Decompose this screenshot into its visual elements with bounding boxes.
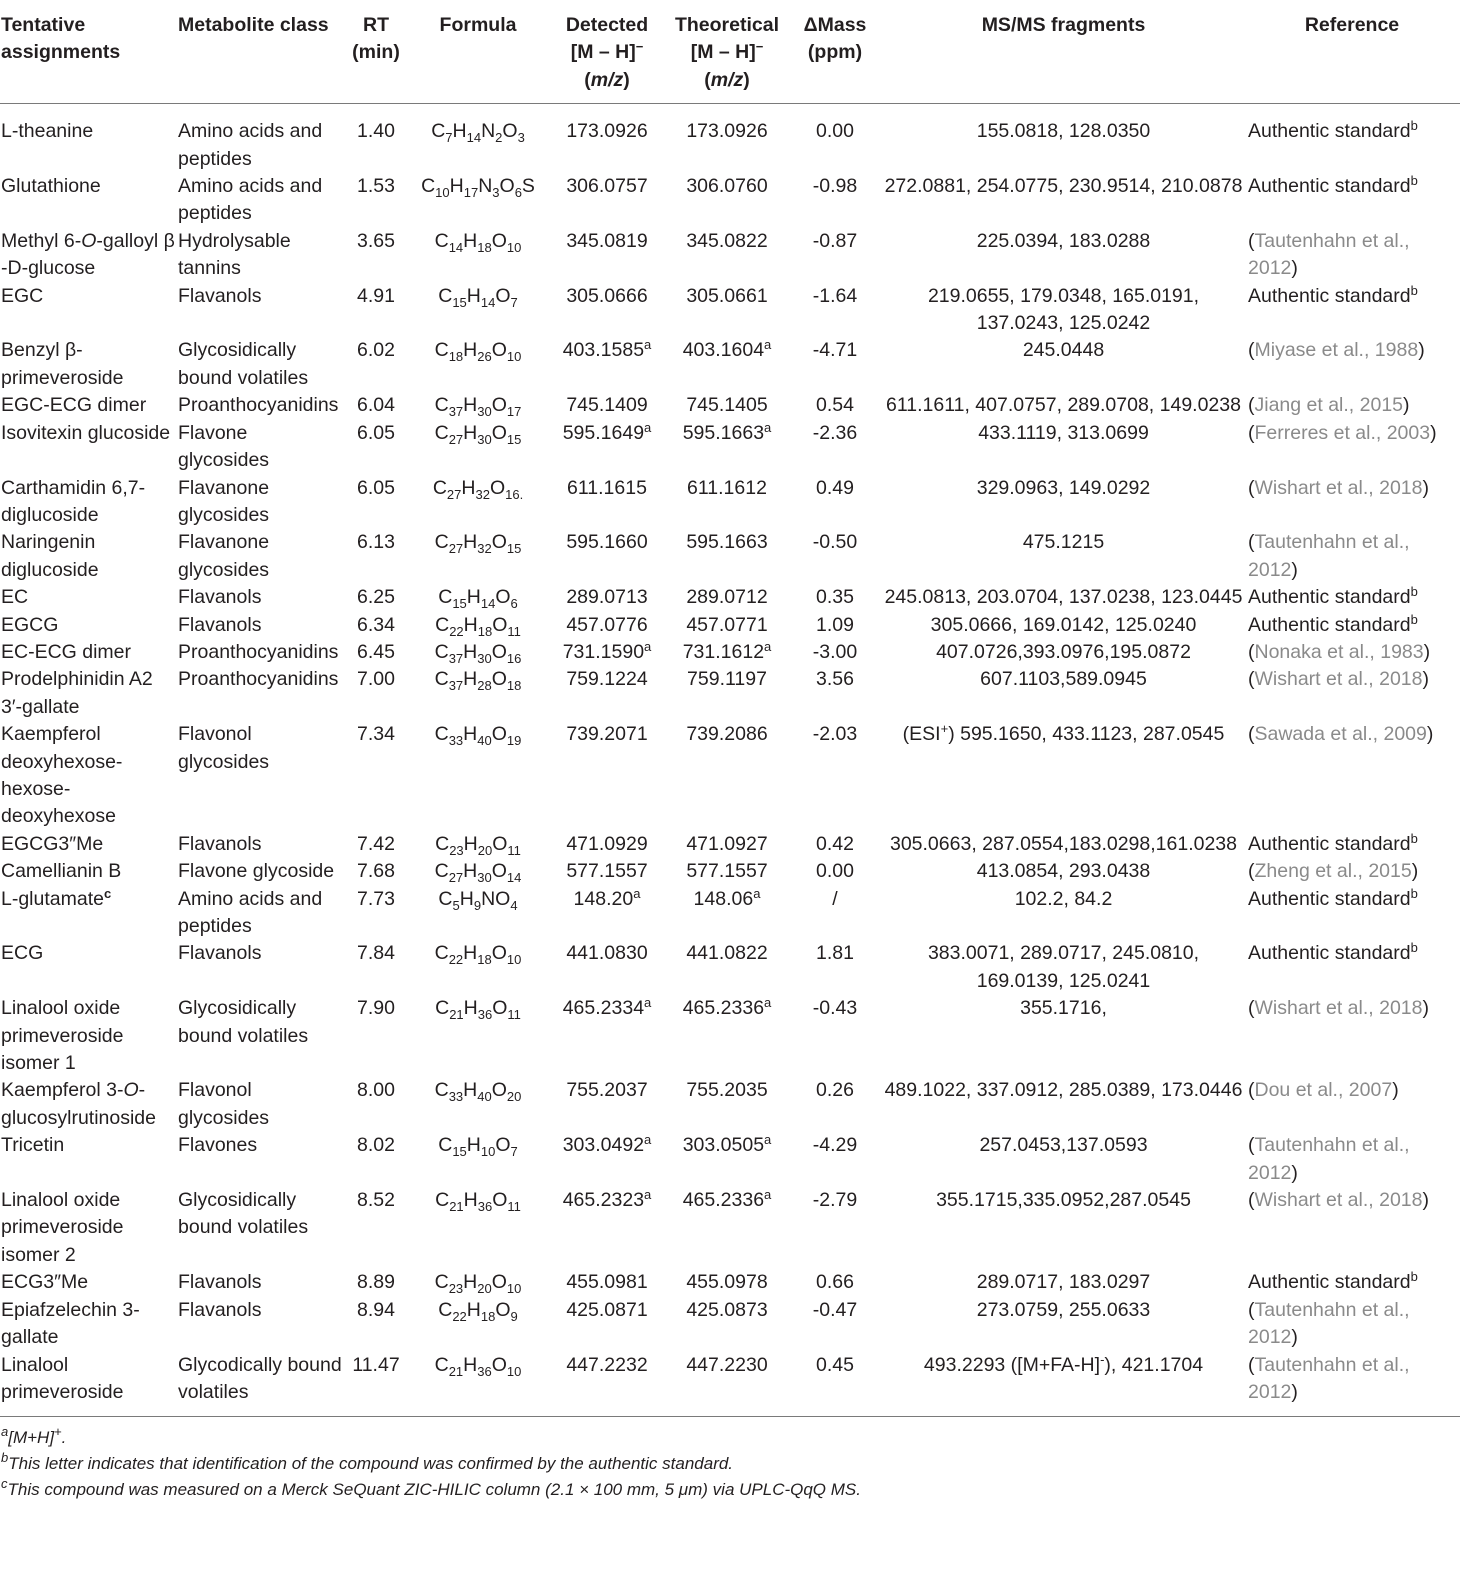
cell-delta-mass: -0.50 [812, 531, 858, 554]
cell-class: Amino acids and peptides [178, 175, 323, 225]
table-row [0, 995, 1460, 1077]
cell-formula: $C_{10}H_{17}N_3O_6S$ [421, 175, 535, 201]
cell-delta-mass: 0.49 [816, 476, 854, 499]
col-header-rt: RT (min) [352, 14, 400, 64]
cell-detected: 303.0492$^a$ [562, 1132, 652, 1157]
col-header-formula: Formula [439, 14, 517, 36]
cell-reference: (Zheng et al., 2015) [1248, 860, 1419, 883]
cell-formula: $C_{22}H_{18}O_9$ [438, 1298, 518, 1324]
cell-delta-mass: 0.00 [816, 860, 854, 883]
cell-rt: 8.00 [357, 1079, 395, 1102]
cell-rt: 4.91 [357, 284, 395, 307]
cell-detected: 465.2334$^a$ [562, 995, 652, 1020]
cell-rt: 7.90 [357, 997, 395, 1020]
cell-detected: 425.0871 [566, 1298, 648, 1321]
cell-assignment: Benzyl β-primeveroside [1, 339, 124, 389]
cell-delta-mass: 1.81 [816, 942, 854, 965]
cell-assignment: EC [1, 586, 29, 609]
cell-delta-mass: -4.29 [812, 1134, 858, 1157]
cell-delta-mass: / [832, 887, 838, 910]
cell-rt: 8.52 [357, 1189, 395, 1212]
col-header-detected: Detected [M – H]− (m/z) [565, 14, 649, 91]
cell-class: Flavone glycosides [178, 421, 270, 472]
cell-reference: (Nonaka et al., 1983) [1248, 640, 1431, 663]
cell-detected: 755.2037 [566, 1079, 648, 1102]
cell-delta-mass: -2.36 [812, 421, 858, 444]
cell-class: Amino acids and peptides [178, 120, 323, 170]
cell-fragments: 355.1715,335.0952,287.0545 [936, 1189, 1191, 1212]
cell-detected: 745.1409 [566, 394, 648, 417]
cell-fragments: 225.0394, 183.0288 [976, 229, 1151, 252]
cell-formula: $C_{23}H_{20}O_{10}$ [434, 1271, 522, 1297]
cell-class: Proanthocyanidins [178, 668, 339, 691]
cell-assignment: Epiafzelechin 3-gallate [1, 1298, 140, 1349]
cell-fragments: 272.0881, 254.0775, 230.9514, 210.0878 [884, 175, 1243, 198]
table-row [0, 886, 1460, 941]
cell-delta-mass: -0.47 [812, 1298, 858, 1321]
cell-formula: $C_{33}H_{40}O_{20}$ [434, 1079, 522, 1105]
cell-class: Flavanols [178, 942, 262, 965]
cell-reference: Authentic standard$^b$ [1248, 118, 1418, 143]
cell-fragments: 155.0818, 128.0350 [976, 120, 1151, 143]
cell-detected: 306.0757 [566, 175, 648, 198]
cell-rt: 6.05 [357, 421, 395, 444]
cell-reference: (Tautenhahn et al., 2012) [1248, 1353, 1410, 1403]
cell-fragments: 433.1119, 313.0699 [978, 421, 1149, 444]
cell-fragments: 413.0854, 293.0438 [976, 860, 1151, 883]
cell-detected: 731.1590$^a$ [562, 638, 652, 663]
cell-assignment: ECG3″Me [1, 1271, 89, 1294]
cell-detected: 465.2323$^a$ [562, 1187, 652, 1212]
cell-detected: 595.1649$^a$ [562, 419, 652, 444]
cell-assignment: Tricetin [1, 1134, 65, 1157]
cell-rt: 7.00 [357, 668, 395, 691]
cell-detected: 289.0713 [566, 586, 648, 609]
cell-theoretical: 306.0760 [686, 175, 768, 198]
cell-detected: 455.0981 [566, 1271, 648, 1294]
cell-rt: 6.05 [357, 476, 395, 499]
cell-fragments: 219.0655, 179.0348, 165.0191, 137.0243, 125.0242 [927, 284, 1200, 335]
cell-delta-mass: -0.98 [812, 175, 858, 198]
cell-formula: $C_{37}H_{30}O_{16}$ [434, 640, 522, 666]
cell-theoretical: 345.0822 [686, 229, 768, 252]
cell-delta-mass: 0.45 [816, 1353, 854, 1376]
cell-class: Glycosidically bound volatiles [178, 1189, 309, 1239]
table-row [0, 1132, 1460, 1187]
cell-theoretical: 447.2230 [686, 1353, 768, 1376]
cell-class: Hydrolysable tannins [178, 229, 291, 280]
table-row [0, 940, 1460, 995]
table-row [0, 1187, 1460, 1269]
cell-fragments: 475.1215 [1022, 531, 1105, 554]
table-row [0, 337, 1460, 392]
cell-rt: 6.45 [357, 640, 395, 663]
cell-class: Flavanols [178, 586, 262, 609]
cell-rt: 6.04 [357, 394, 395, 417]
col-header-assignments: Tentative assignments [1, 14, 121, 64]
cell-fragments: 289.0717, 183.0297 [976, 1271, 1151, 1294]
cell-assignment: Prodelphinidin A2 3′-gallate [1, 668, 153, 718]
cell-delta-mass: -0.87 [812, 229, 858, 252]
col-header-class: Metabolite class [178, 14, 329, 36]
col-header-reference: Reference [1304, 14, 1400, 36]
cell-assignment: L-theanine [1, 120, 94, 143]
cell-detected: 148.20$^a$ [573, 885, 641, 910]
cell-fragments: 102.2, 84.2 [1014, 887, 1113, 910]
table-row [0, 420, 1460, 475]
cell-reference: (Sawada et al., 2009) [1248, 723, 1434, 746]
table-row [0, 475, 1460, 530]
cell-theoretical: 471.0927 [686, 832, 768, 855]
table-row [0, 666, 1460, 721]
cell-detected: 739.2071 [566, 723, 648, 746]
table-row [0, 392, 1460, 419]
table-row [0, 228, 1460, 283]
cell-assignment: Kaempferol deoxyhexose-hexose-deoxyhexose [1, 723, 123, 828]
cell-assignment: Isovitexin glucoside [1, 421, 171, 444]
cell-detected: 173.0926 [566, 120, 648, 143]
table-row [0, 283, 1460, 338]
cell-detected: 457.0776 [566, 613, 648, 636]
cell-fragments: 257.0453,137.0593 [979, 1134, 1148, 1157]
cell-reference: (Wishart et al., 2018) [1248, 668, 1429, 691]
cell-assignment: Kaempferol 3-O-glucosylrutinoside [1, 1079, 157, 1129]
cell-detected: 441.0830 [566, 942, 648, 965]
cell-delta-mass: 0.35 [816, 586, 854, 609]
cell-formula: $C_{21}H_{36}O_{10}$ [434, 1353, 522, 1379]
cell-rt: 1.53 [357, 175, 395, 198]
cell-assignment: Naringenin diglucoside [1, 531, 99, 581]
footnote: $^c$This compound was measured on a Merck SeQuant ZIC-HILIC column (2.1 × 100 mm, 5 μm) via UPLC-QqQ MS. [1, 1476, 861, 1500]
cell-fragments: 489.1022, 337.0912, 285.0389, 173.0446 [884, 1079, 1243, 1102]
cell-formula: $C_{15}H_{10}O_7$ [438, 1134, 518, 1160]
cell-formula: $C_{15}H_{14}O_7$ [438, 284, 518, 310]
cell-assignment: Linalool oxide primeveroside isomer 1 [1, 997, 124, 1075]
cell-theoretical: 759.1197 [687, 668, 767, 691]
cell-reference: Authentic standard$^b$ [1248, 584, 1418, 609]
cell-theoretical: 305.0661 [686, 284, 768, 307]
cell-rt: 7.73 [357, 887, 395, 910]
cell-theoretical: 289.0712 [686, 586, 768, 609]
cell-reference: (Wishart et al., 2018) [1248, 476, 1429, 499]
cell-class: Flavonol glycosides [178, 723, 270, 773]
cell-theoretical: 455.0978 [686, 1271, 768, 1294]
cell-delta-mass: 0.26 [816, 1079, 854, 1102]
cell-detected: 447.2232 [566, 1353, 648, 1376]
cell-class: Proanthocyanidins [178, 394, 339, 417]
footnote: $^b$This letter indicates that identification of the compound was confirmed by the authentic standard. [1, 1450, 734, 1474]
cell-theoretical: 611.1612 [687, 476, 767, 499]
cell-fragments: 607.1103,589.0945 [980, 668, 1147, 691]
cell-rt: 6.13 [357, 531, 395, 554]
cell-theoretical: 745.1405 [686, 394, 768, 417]
cell-detected: 345.0819 [566, 229, 648, 252]
table-row [0, 1269, 1460, 1296]
cell-reference: (Dou et al., 2007) [1248, 1079, 1399, 1102]
cell-fragments: 407.0726,393.0976,195.0872 [936, 640, 1191, 663]
cell-detected: 305.0666 [566, 284, 648, 307]
table-row [0, 858, 1460, 885]
col-header-fragments: MS/MS fragments [981, 14, 1146, 36]
cell-fragments: 383.0071, 289.0717, 245.0810, 169.0139, 125.0241 [927, 942, 1200, 992]
cell-assignment: Linalool oxide primeveroside isomer 2 [1, 1189, 124, 1266]
table-row [0, 1077, 1460, 1132]
cell-theoretical: 595.1663$^a$ [682, 419, 772, 444]
cell-assignment: Camellianin B [1, 860, 122, 883]
cell-formula: $C_{22}H_{18}O_{10}$ [434, 942, 522, 968]
cell-detected: 403.1585$^a$ [562, 337, 652, 362]
cell-theoretical: 441.0822 [686, 942, 768, 965]
cell-reference: (Miyase et al., 1988) [1248, 339, 1425, 362]
cell-formula: $C_{27}H_{30}O_{15}$ [434, 421, 522, 447]
cell-reference: Authentic standard$^b$ [1248, 282, 1418, 307]
cell-class: Proanthocyanidins [178, 640, 339, 663]
cell-formula: $C_7H_{14}N_2O_3$ [431, 120, 525, 146]
cell-class: Flavanols [178, 1271, 262, 1294]
table-row [0, 173, 1460, 228]
cell-rt: 6.02 [357, 339, 395, 362]
footnote: $^a$[M+H]+. [1, 1424, 67, 1448]
cell-fragments: (ESI+) 595.1650, 433.1123, 287.0545 [902, 721, 1225, 746]
header-row [0, 0, 1460, 104]
cell-formula: $C_5H_9NO_4$ [438, 887, 518, 913]
cell-theoretical: 739.2086 [686, 723, 768, 746]
cell-reference: (Wishart et al., 2018) [1248, 997, 1429, 1020]
cell-delta-mass: 1.09 [816, 613, 854, 636]
cell-reference: (Tautenhahn et al., 2012) [1248, 1298, 1410, 1349]
cell-formula: $C_{15}H_{14}O_6$ [438, 586, 518, 612]
cell-delta-mass: -1.64 [812, 284, 858, 307]
cell-theoretical: 595.1663 [686, 531, 768, 554]
cell-fragments: 493.2293 ([M+FA-H]-), 421.1704 [923, 1351, 1204, 1376]
cell-theoretical: 577.1557 [686, 860, 768, 883]
table-footnotes [0, 1417, 1460, 1503]
cell-class: Flavanone glycosides [178, 476, 270, 526]
cell-class: Glycosidically bound volatiles [178, 997, 309, 1047]
cell-assignment: EC-ECG dimer [1, 640, 132, 663]
cell-rt: 6.25 [357, 586, 395, 609]
cell-delta-mass: 0.54 [816, 394, 854, 417]
cell-fragments: 305.0666, 169.0142, 125.0240 [930, 613, 1197, 636]
cell-assignment: EGC-ECG dimer [1, 394, 147, 417]
cell-rt: 8.02 [357, 1134, 395, 1157]
cell-theoretical: 403.1604$^a$ [682, 337, 772, 362]
table-row [0, 612, 1460, 639]
cell-delta-mass: 0.66 [816, 1271, 854, 1294]
cell-class: Amino acids and peptides [178, 887, 323, 937]
table-row [0, 1297, 1460, 1352]
cell-rt: 7.34 [357, 723, 395, 746]
table-row [0, 639, 1460, 666]
table-row [0, 721, 1460, 831]
cell-formula: $C_{22}H_{18}O_{11}$ [435, 613, 521, 639]
cell-delta-mass: 0.00 [816, 120, 854, 143]
cell-assignment: L-glutamate$^c$ [1, 885, 112, 910]
table-row [0, 831, 1460, 858]
cell-assignment: Linalool primeveroside [1, 1353, 124, 1403]
cell-detected: 759.1224 [566, 668, 648, 691]
cell-formula: $C_{14}H_{18}O_{10}$ [434, 229, 522, 255]
cell-detected: 611.1615 [567, 476, 647, 499]
cell-formula: $C_{27}H_{32}O_{15}$ [434, 531, 522, 557]
cell-class: Flavone glycoside [178, 860, 335, 883]
cell-class: Flavanols [178, 832, 262, 855]
cell-rt: 7.68 [357, 860, 395, 883]
cell-reference: (Tautenhahn et al., 2012) [1248, 1134, 1410, 1184]
cell-fragments: 273.0759, 255.0633 [976, 1298, 1151, 1321]
cell-reference: Authentic standard$^b$ [1248, 830, 1418, 855]
cell-class: Flavonol glycosides [178, 1079, 270, 1129]
cell-class: Glycodically bound volatiles [178, 1353, 342, 1403]
cell-class: Flavanols [178, 284, 262, 307]
cell-theoretical: 425.0873 [686, 1298, 768, 1321]
cell-detected: 595.1660 [566, 531, 648, 554]
cell-theoretical: 465.2336$^a$ [682, 1187, 772, 1212]
cell-class: Flavanols [178, 1298, 262, 1321]
cell-reference: (Jiang et al., 2015) [1248, 394, 1410, 417]
cell-rt: 1.40 [357, 120, 395, 143]
cell-formula: $C_{18}H_{26}O_{10}$ [434, 339, 522, 365]
cell-rt: 7.84 [357, 942, 395, 965]
cell-fragments: 611.1611, 407.0757, 289.0708, 149.0238 [886, 394, 1241, 417]
cell-assignment: EGCG [1, 613, 59, 636]
cell-class: Flavanols [178, 613, 262, 636]
cell-rt: 11.47 [352, 1353, 400, 1376]
cell-rt: 3.65 [357, 229, 395, 252]
cell-delta-mass: -0.43 [812, 997, 858, 1020]
cell-formula: $C_{21}H_{36}O_{11}$ [435, 1189, 521, 1215]
cell-reference: Authentic standard$^b$ [1248, 173, 1418, 198]
cell-assignment: EGC [1, 284, 44, 307]
cell-rt: 8.89 [357, 1271, 395, 1294]
cell-formula: $C_{37}H_{28}O_{18}$ [434, 668, 522, 694]
table-row [0, 1352, 1460, 1417]
cell-assignment: Carthamidin 6,7-diglucoside [1, 476, 146, 526]
cell-delta-mass: -4.71 [812, 339, 858, 362]
table-row [0, 584, 1460, 611]
cell-formula: $C_{27}H_{32}O_{16.}$ [432, 476, 524, 502]
cell-reference: Authentic standard$^b$ [1248, 611, 1418, 636]
cell-theoretical: 173.0926 [686, 120, 768, 143]
cell-class: Glycosidically bound volatiles [178, 339, 309, 389]
table-row [0, 529, 1460, 584]
cell-delta-mass: -2.03 [812, 723, 858, 746]
cell-fragments: 355.1716, [1020, 997, 1107, 1020]
cell-assignment: ECG [1, 942, 44, 965]
cell-theoretical: 148.06$^a$ [693, 885, 761, 910]
cell-formula: $C_{37}H_{30}O_{17}$ [434, 394, 522, 420]
cell-fragments: 245.0813, 203.0704, 137.0238, 123.0445 [884, 586, 1243, 609]
cell-formula: $C_{21}H_{36}O_{11}$ [435, 997, 521, 1023]
cell-reference: (Tautenhahn et al., 2012) [1248, 531, 1410, 581]
cell-theoretical: 457.0771 [686, 613, 768, 636]
cell-fragments: 329.0963, 149.0292 [976, 476, 1151, 499]
cell-rt: 6.34 [357, 613, 395, 636]
cell-fragments: 305.0663, 287.0554,183.0298,161.0238 [889, 832, 1237, 855]
cell-rt: 7.42 [357, 832, 395, 855]
cell-detected: 471.0929 [566, 832, 648, 855]
col-header-delta-mass: ΔMass (ppm) [803, 14, 867, 64]
cell-reference: Authentic standard$^b$ [1248, 885, 1418, 910]
col-header-theoretical: Theoretical [M – H]− (m/z) [674, 14, 780, 91]
cell-reference: (Ferreres et al., 2003) [1248, 421, 1437, 444]
cell-reference: (Tautenhahn et al., 2012) [1248, 229, 1410, 280]
cell-delta-mass: -3.00 [812, 640, 858, 663]
cell-rt: 8.94 [357, 1298, 395, 1321]
cell-reference: Authentic standard$^b$ [1248, 1269, 1418, 1294]
cell-theoretical: 465.2336$^a$ [682, 995, 772, 1020]
cell-theoretical: 755.2035 [686, 1079, 768, 1102]
cell-assignment: EGCG3″Me [1, 832, 104, 855]
cell-class: Flavanone glycosides [178, 531, 270, 581]
cell-delta-mass: -2.79 [812, 1189, 858, 1212]
cell-theoretical: 731.1612$^a$ [682, 638, 772, 663]
cell-delta-mass: 0.42 [816, 832, 854, 855]
cell-reference: Authentic standard$^b$ [1248, 940, 1418, 965]
cell-theoretical: 303.0505$^a$ [682, 1132, 772, 1157]
cell-assignment: Methyl 6-O-galloyl β -D-glucose [1, 229, 175, 280]
cell-detected: 577.1557 [566, 860, 648, 883]
cell-class: Flavones [178, 1134, 258, 1157]
table-body [0, 104, 1460, 1417]
cell-formula: $C_{33}H_{40}O_{19}$ [434, 723, 522, 749]
cell-fragments: 245.0448 [1022, 339, 1105, 362]
cell-formula: $C_{27}H_{30}O_{14}$ [434, 860, 522, 886]
cell-delta-mass: 3.56 [816, 668, 854, 691]
cell-assignment: Glutathione [1, 175, 101, 198]
cell-formula: $C_{23}H_{20}O_{11}$ [435, 832, 521, 858]
table-row [0, 104, 1460, 173]
cell-reference: (Wishart et al., 2018) [1248, 1189, 1429, 1212]
